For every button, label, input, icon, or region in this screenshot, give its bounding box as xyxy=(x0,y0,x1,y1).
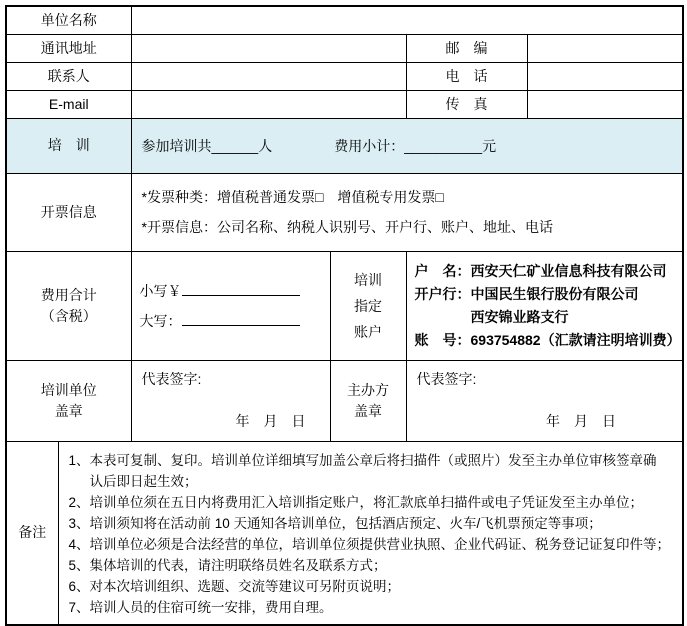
fee-amount-cell xyxy=(131,251,330,360)
bank-account-name-line: 户 名：西安天仁矿业信息科技有限公司 xyxy=(414,262,667,279)
contact-label: 联系人 xyxy=(6,62,131,90)
fee-lower-line: 小写￥ xyxy=(140,276,322,306)
note-line-6: 6、对本次培训组织、选题、交流等建议可另附页说明； xyxy=(68,578,401,594)
email-value xyxy=(131,90,406,118)
phone-label: 电 话 xyxy=(406,62,527,90)
zip-value xyxy=(527,34,683,62)
note-line-5: 5、集体培训的代表，请注明联络员姓名及联系方式； xyxy=(68,557,387,573)
rep-signature-label-2: 代表签字: xyxy=(416,370,477,387)
row-fee-total xyxy=(6,251,683,360)
phone-value xyxy=(527,62,683,90)
note-line-1: 1、本表可复制、复印。培训单位详细填写加盖公章后将扫描件（或照片）发至主办单位审核签章确 xyxy=(68,452,657,468)
contact-value xyxy=(131,62,406,90)
fee-lower-blank xyxy=(182,281,300,296)
training-cell xyxy=(131,118,683,173)
invoice-cell xyxy=(131,173,683,251)
unit-signature-cell xyxy=(131,360,330,441)
email-label: E-mail xyxy=(6,90,131,118)
note-line-4: 4、培训单位必须是合法经营的单位，培训单位须提供营业执照、企业代码证、税务登记证复印件等； xyxy=(68,536,671,552)
designated-account-label: 培训 指定 账户 xyxy=(330,251,406,360)
zip-label: 邮 编 xyxy=(406,34,527,62)
note-line-3: 3、培训须知将在活动前 10 天通知各培训单位，包括酒店预定、火车/飞机票预定等事项； xyxy=(68,515,602,531)
training-label: 培 训 xyxy=(6,118,131,173)
notes-cell xyxy=(58,441,683,625)
invoice-label: 开票信息 xyxy=(6,173,131,251)
host-date-text: 年 月 日 xyxy=(546,412,616,429)
row-training xyxy=(6,118,683,173)
row-invoice xyxy=(6,173,683,251)
fee-total-label: 费用合计 （含税） xyxy=(6,251,131,360)
training-unit-seal-label: 培训单位 盖章 xyxy=(6,360,131,441)
bank-account-number-line: 账 号：693754882（汇款请注明培训费） xyxy=(414,331,681,348)
note-line-7: 7、培训人员的住宿可统一安排，费用自理。 xyxy=(68,599,333,615)
host-signature-cell xyxy=(406,360,683,441)
invoice-type-line: *发票种类：增值税普通发票□ 增值税专用发票□ xyxy=(141,189,444,205)
company-name-label: 单位名称 xyxy=(6,6,131,34)
fax-value xyxy=(527,90,683,118)
row-email xyxy=(6,90,683,118)
unit-date-text: 年 月 日 xyxy=(235,412,306,429)
host-seal-label: 主办方 盖章 xyxy=(330,360,406,441)
invoice-info-line: *开票信息：公司名称、纳税人识别号、开户行、账户、地址、电话 xyxy=(141,219,553,235)
training-fee-text: 费用小计：__________元 xyxy=(334,137,497,154)
rep-signature-label: 代表签字: xyxy=(141,370,202,387)
form-table xyxy=(5,5,684,626)
fee-upper-blank xyxy=(182,311,300,326)
note-line-2: 2、培训单位须在五日内将费用汇入培训指定账户，将汇款底单扫描件或电子凭证发至主办单位； xyxy=(68,494,644,510)
bank-info-cell xyxy=(406,251,683,360)
address-label: 通讯地址 xyxy=(6,34,131,62)
fee-upper-line: 大写： xyxy=(140,306,322,336)
training-registration-form xyxy=(5,5,684,626)
training-participants-text: 参加培训共______人 xyxy=(141,137,273,154)
address-value xyxy=(131,34,406,62)
notes-label: 备注 xyxy=(6,441,58,625)
company-name-value xyxy=(131,6,683,34)
fax-label: 传 真 xyxy=(406,90,527,118)
bank-branch-line: 西安锦业路支行 xyxy=(470,308,569,325)
row-address xyxy=(6,34,683,62)
row-contact xyxy=(6,62,683,90)
bank-name-line: 开户行：中国民生银行股份有限公司 xyxy=(414,285,639,302)
row-seal xyxy=(6,360,683,441)
row-notes xyxy=(6,441,683,625)
row-company-name xyxy=(6,6,683,34)
note-line-1b: 认后即日起生效； xyxy=(89,473,198,489)
